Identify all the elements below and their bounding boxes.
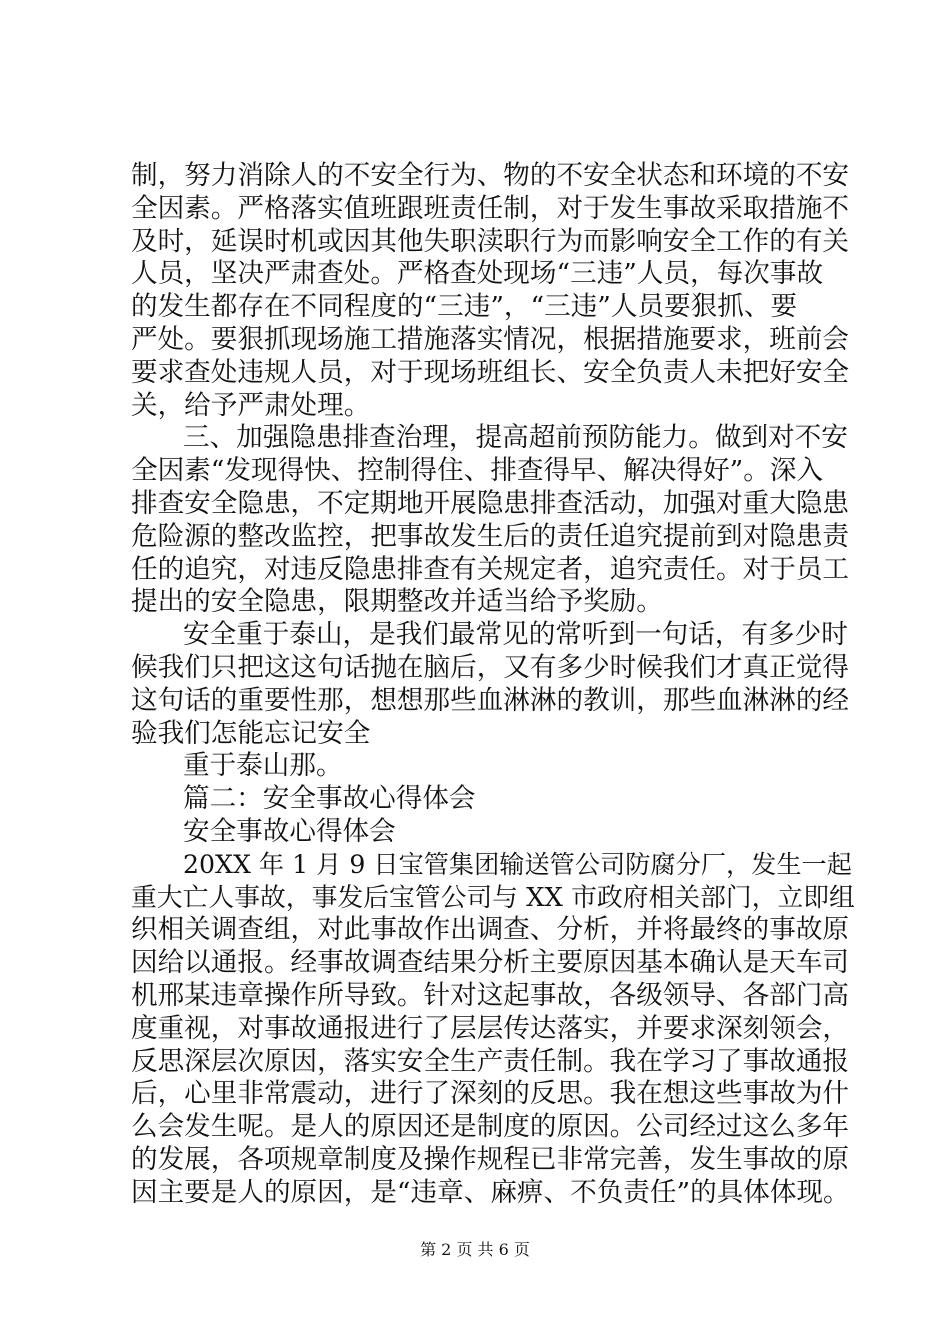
text-line: 及时，延误时机或因其他失职渎职行为而影响安全工作的有关 xyxy=(131,225,850,257)
text-line: 制，努力消除人的不安全行为、物的不安全状态和环境的不安 xyxy=(131,160,850,191)
text-line: 这句话的重要性那，想想那些血淋淋的教训，那些血淋淋的经 xyxy=(131,684,850,716)
text-line: 候我们只把这这句话抛在脑后，又有多少时候我们才真正觉得 xyxy=(131,651,850,683)
text-line: 提出的安全隐患，限期整改并适当给予奖励。 xyxy=(131,586,663,618)
text-line: 么会发生呢。是人的原因还是制度的原因。公司经过这么多年 xyxy=(131,1111,850,1143)
text-line: 度重视，对事故通报进行了层层传达落实，并要求深刻领会， xyxy=(131,1012,850,1044)
text-line: 后，心里非常震动，进行了深刻的反思。我在想这些事故为什 xyxy=(131,1078,850,1110)
text-line: 重大亡人事故，事发后宝管公司与 XX 市政府相关部门，立即组 xyxy=(131,882,855,913)
text-line: 要求查处违规人员，对于现场班组长、安全负责人未把好安全 xyxy=(131,356,850,388)
text-line: 的发展，各项规章制度及操作规程已非常完善，发生事故的原 xyxy=(131,1143,850,1175)
text-line: 因给以通报。经事故调查结果分析主要原因基本确认是天车司 xyxy=(131,947,850,979)
body-text xyxy=(131,160,855,1210)
text-line: 严处。要狠抓现场施工措施落实情况，根据措施要求，班前会 xyxy=(131,323,850,355)
text-line: 的发生都存在不同程度的“三违”，“三违”人员要狠抓、要 xyxy=(131,291,798,323)
text-line: 机邢某违章操作所导致。针对这起事故，各级领导、各部门高 xyxy=(131,979,850,1011)
text-line: 反思深层次原因，落实安全生产责任制。我在学习了事故通报 xyxy=(131,1045,850,1077)
text-line: 全因素。严格落实值班跟班责任制，对于发生事故采取措施不 xyxy=(131,192,850,224)
text-line: 织相关调查组，对此事故作出调查、分析，并将最终的事故原 xyxy=(131,914,850,946)
text-line: 任的追究，对违反隐患排查有关规定者，追究责任。对于员工 xyxy=(131,553,850,585)
text-line: 人员，坚决严肃查处。严格查处现场“三违”人员，每次事故 xyxy=(131,258,824,290)
text-line: 危险源的整改监控，把事故发生后的责任追究提前到对隐患责 xyxy=(131,520,850,552)
text-line: 安全事故心得体会 xyxy=(183,815,396,847)
text-line: 关，给予严肃处理。 xyxy=(131,389,371,421)
text-line: 三、加强隐患排查治理，提高超前预防能力。做到对不安 xyxy=(183,422,848,454)
text-line: 因主要是人的原因，是“违章、麻痹、不负责任”的具体体现。 xyxy=(131,1176,850,1208)
text-line: 重于泰山那。 xyxy=(183,750,343,782)
text-line: 20XX 年 1 月 9 日宝管集团输送管公司防腐分厂，发生一起 xyxy=(183,849,852,879)
text-line: 排查安全隐患，不定期地开展隐患排查活动，加强对重大隐患 xyxy=(131,487,850,519)
text-line: 篇二：安全事故心得体会 xyxy=(183,783,476,815)
text-line: 安全重于泰山，是我们最常见的常听到一句话，有多少时 xyxy=(183,619,848,651)
text-line: 全因素“发现得快、控制得住、排查得早、解决得好”。深入 xyxy=(131,455,824,487)
text-line: 验我们怎能忘记安全 xyxy=(131,717,371,749)
page-footer: 第 2 页 共 6 页 xyxy=(420,1240,530,1259)
